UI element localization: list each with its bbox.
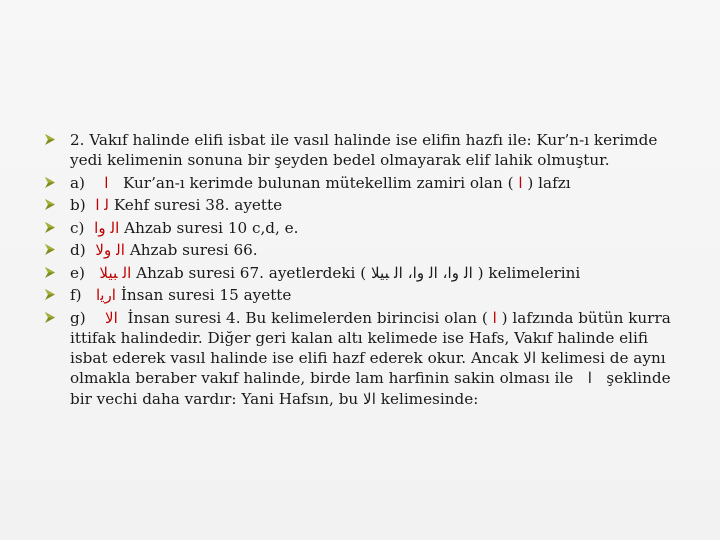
arrowhead-bullet-icon <box>44 198 56 211</box>
item-text: Ahzab suresi 67. ayetlerdeki ( <box>136 263 367 282</box>
item-prefix: b) <box>70 196 86 215</box>
item-text: Kur’an-ı kerimde bulunan mütekellim zamiri olan ( <box>123 173 514 192</box>
arrowhead-bullet-icon <box>44 176 56 189</box>
item-prefix: f) <box>70 286 82 305</box>
item-text: 2. Vakıf halinde elifi isbat ile vasıl halinde ise elifin hazfı ile: Kur’n-ı kerimde yedi kelimenin sonuna bir şeyden bedel olmayarak elif lahik olmuştur. <box>70 131 658 170</box>
arabic-phrase: ﺍﻟ ﻭﺍ، ﺍﻟ ﻭﺍ، ﺍﻟ ﺒﻴﻼ <box>370 263 473 282</box>
item-text: şeklinde bir vechi daha vardır: Yani Hafsın, bu <box>70 369 671 408</box>
list-item <box>44 240 684 260</box>
arabic-word: ﻟ ﺍ <box>95 196 109 215</box>
arabic-word: ا <box>492 308 497 327</box>
list-item <box>44 195 684 215</box>
list-item <box>44 285 684 305</box>
bullet-list <box>44 130 684 411</box>
arabic-word: ﺍﻻ <box>363 389 376 408</box>
arabic-word: ا <box>104 173 109 192</box>
arabic-word: ﺍﻟ ﻭﻻ <box>95 241 125 260</box>
list-item <box>44 263 684 283</box>
arabic-word: ﺍﺭﻳﺍ <box>96 286 117 305</box>
arrowhead-bullet-icon <box>44 221 56 234</box>
item-prefix: g) <box>70 308 86 327</box>
arrowhead-bullet-icon <box>44 133 56 146</box>
item-prefix: a) <box>70 173 85 192</box>
arrowhead-bullet-icon <box>44 266 56 279</box>
item-text: Kehf suresi 38. ayette <box>113 196 283 215</box>
item-text: İnsan suresi 4. Bu kelimelerden birincisi olan ( <box>127 308 488 327</box>
arrowhead-bullet-icon <box>44 311 56 324</box>
list-item <box>44 130 684 170</box>
list-item <box>44 308 684 409</box>
item-text: kelimesinde: <box>380 389 479 408</box>
item-suffix: ) kelimelerini <box>477 263 581 282</box>
item-text: Ahzab suresi 10 c,d, e. <box>124 218 299 237</box>
arabic-word: ﺍﻟ ﻭﺍ <box>94 218 120 237</box>
item-suffix: ) lafzı <box>527 173 571 192</box>
arabic-word: ﺍﻻ <box>523 349 537 368</box>
item-text: İnsan suresi 15 ayette <box>120 286 292 305</box>
item-prefix: c) <box>70 218 85 237</box>
list-item <box>44 173 684 193</box>
list-item <box>44 218 684 238</box>
arabic-word: ﺍﻻ <box>104 308 118 327</box>
item-prefix: e) <box>70 263 85 282</box>
item-text: kelimesi de aynı olmakla beraber vakıf halinde, birde lam harfinin sakin olması ile <box>70 349 666 388</box>
item-prefix: d) <box>70 241 86 260</box>
arabic-word: ا <box>518 173 523 192</box>
arrowhead-bullet-icon <box>44 243 56 256</box>
arrowhead-bullet-icon <box>44 288 56 301</box>
item-text: Ahzab suresi 66. <box>129 241 258 260</box>
item-text: ) lafzında bütün kurra ittifak halindedir. Diğer geri kalan altı kelimede ise Hafs, Vakıf halinde elifi isbat ederek vasıl halinde ise elifi hazf ederek okur. Ancak <box>70 308 671 368</box>
arabic-word: ا <box>587 369 592 388</box>
arabic-word: ﺍﻟ ﺒﻴﻼ <box>99 263 132 282</box>
